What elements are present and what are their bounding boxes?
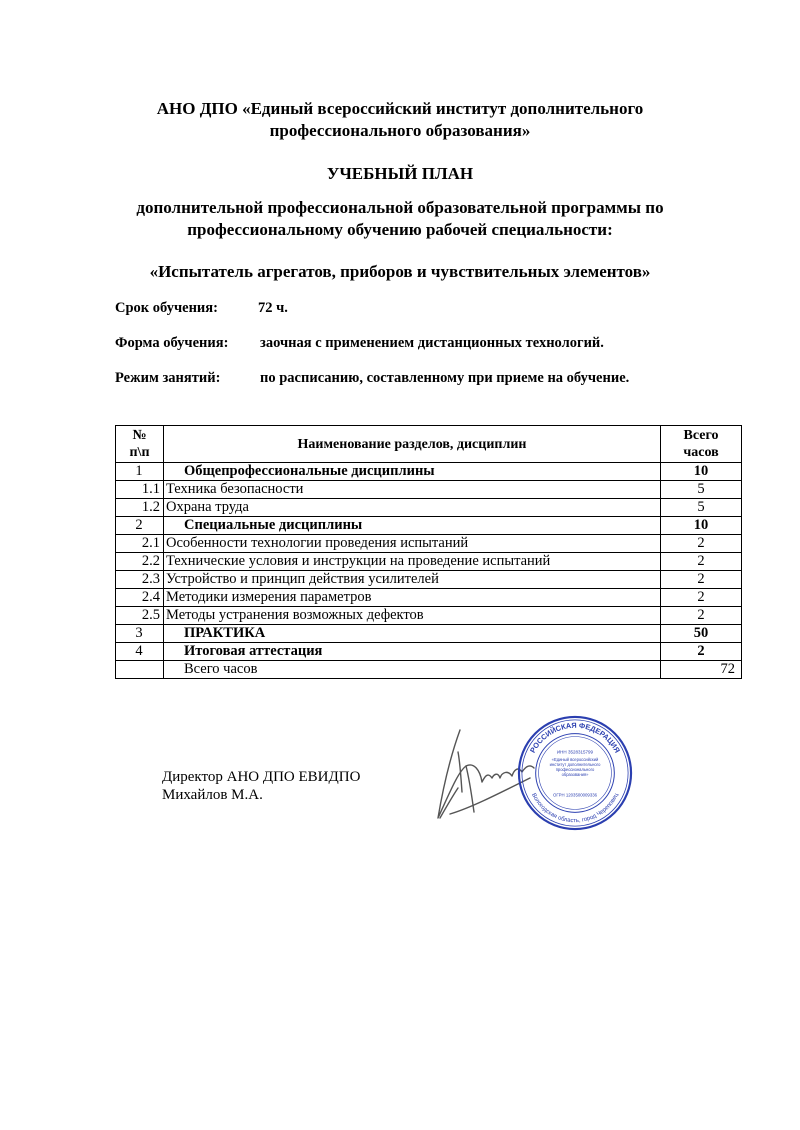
table-row (116, 571, 742, 589)
subtitle-line-1: дополнительной профессиональной образовательной программы по (136, 198, 664, 217)
table-row (116, 625, 742, 643)
row-number: 2.1 (116, 535, 164, 553)
organization-stamp (516, 714, 634, 832)
table-header-row (116, 426, 742, 463)
row-hours: 2 (661, 643, 742, 661)
curriculum-table (115, 425, 742, 679)
mode-label: Режим занятий: (115, 370, 221, 386)
row-hours: 10 (661, 517, 742, 535)
header-hours-line-1: Всего (683, 428, 719, 443)
stamp-outer-text: РОССИЙСКАЯ ФЕДЕРАЦИЯ (528, 720, 622, 755)
row-number: 3 (116, 625, 164, 643)
row-name: Методы устранения возможных дефектов (164, 607, 661, 625)
signer-block (162, 768, 360, 804)
row-number: 2.3 (116, 571, 164, 589)
row-number: 2.2 (116, 553, 164, 571)
duration-label: Срок обучения: (115, 300, 218, 316)
stamp-inn: ИНН 3528315799 (556, 749, 594, 755)
row-number: 4 (116, 643, 164, 661)
row-name: Особенности технологии проведения испытаний (164, 535, 661, 553)
row-name: Специальные дисциплины (164, 517, 661, 535)
row-hours: 72 (661, 661, 742, 679)
header-number (116, 426, 164, 463)
table-row (116, 553, 742, 571)
organization-line-1: АНО ДПО «Единый всероссийский институт дополнительного (156, 99, 644, 118)
row-hours: 2 (661, 589, 742, 607)
row-hours: 10 (661, 463, 742, 481)
header-number-line-2: п\п (129, 445, 150, 460)
table-row (116, 607, 742, 625)
signer-name: Михайлов М.А. (162, 787, 263, 803)
row-number: 2 (116, 517, 164, 535)
row-number: 2.4 (116, 589, 164, 607)
row-name: ПРАКТИКА (164, 625, 661, 643)
row-name: Техника безопасности (164, 481, 661, 499)
row-name: Охрана труда (164, 499, 661, 517)
form-label: Форма обучения: (115, 335, 229, 351)
stamp-ogrn: ОГРН 1203500009336 (552, 792, 598, 798)
row-hours: 5 (661, 481, 742, 499)
table-row (116, 643, 742, 661)
plan-subtitle (100, 197, 700, 241)
row-name: Всего часов (164, 661, 661, 679)
row-number (116, 661, 164, 679)
row-hours: 50 (661, 625, 742, 643)
row-hours: 2 (661, 553, 742, 571)
header-hours-line-2: часов (683, 445, 719, 460)
table-row (116, 517, 742, 535)
specialty-name: «Испытатель агрегатов, приборов и чувствительных элементов» (149, 262, 651, 281)
subtitle-line-2: профессиональному обучению рабочей специальности: (187, 220, 613, 239)
header-hours (661, 426, 742, 463)
row-hours: 5 (661, 499, 742, 517)
duration-value: 72 ч. (258, 300, 288, 316)
row-hours: 2 (661, 571, 742, 589)
row-name: Устройство и принцип действия усилителей (164, 571, 661, 589)
mode-value: по расписанию, составленному при приеме на обучение. (260, 370, 630, 386)
table-row (116, 463, 742, 481)
organization-name (100, 98, 700, 142)
table-row (116, 499, 742, 517)
table-row (116, 589, 742, 607)
stamp-region: Вологодская область, город Череповец (530, 792, 620, 825)
stamp-org-name: «Единый всероссийский институт дополнительного профессионального образования» (549, 757, 601, 777)
organization-line-2: профессионального образования» (269, 121, 531, 140)
table-row (116, 481, 742, 499)
form-value: заочная с применением дистанционных технологий. (260, 335, 604, 351)
plan-title: УЧЕБНЫЙ ПЛАН (326, 164, 474, 183)
row-hours: 2 (661, 535, 742, 553)
row-number: 1 (116, 463, 164, 481)
row-name: Общепрофессиональные дисциплины (164, 463, 661, 481)
row-number: 1.2 (116, 499, 164, 517)
table-total-row (116, 661, 742, 679)
row-number: 2.5 (116, 607, 164, 625)
table-row (116, 535, 742, 553)
header-name: Наименование разделов, дисциплин (164, 426, 661, 463)
row-name: Технические условия и инструкции на проведение испытаний (164, 553, 661, 571)
header-number-line-1: № (132, 428, 147, 443)
row-number: 1.1 (116, 481, 164, 499)
row-hours: 2 (661, 607, 742, 625)
signer-position: Директор АНО ДПО ЕВИДПО (162, 769, 361, 785)
row-name: Методики измерения параметров (164, 589, 661, 607)
row-name: Итоговая аттестация (164, 643, 661, 661)
